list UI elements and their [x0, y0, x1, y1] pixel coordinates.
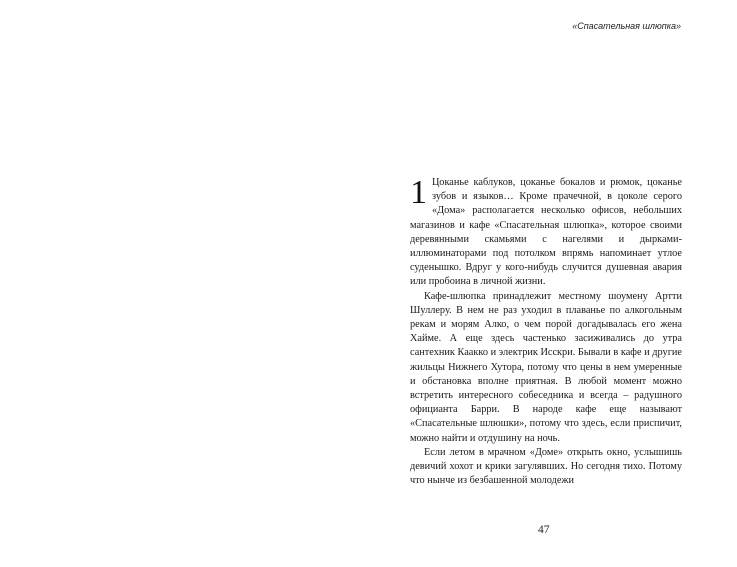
page-number: 47: [538, 524, 550, 536]
body-text: [410, 176, 682, 488]
running-head: «Спасательная шлюпка»: [572, 21, 681, 31]
paragraph-text: Цоканье каблуков, цоканье бокалов и рюмок, цоканье зубов и языков… Кроме прачечной, в цоколе серого «Дома» располагается несколько офисов, небольших магазинов и кафе «Спасательная шлюпка», которое своими деревянными скамьями с нагелями и дырками-иллюминаторами под потолком впрямь напоминает утлое суденышко. Вдруг у кого-нибудь случится душевная авария или пробоина в личной жизни.: [410, 177, 682, 288]
paragraph: [410, 176, 682, 290]
chapter-number: 1: [410, 174, 427, 211]
paragraph: Кафе-шлюпка принадлежит местному шоумену Артти Шуллеру. В нем не раз уходил в плаванье по алкогольным рекам и морям Алко, о чем порой догадывалась его жена Хайме. А еще здесь частенько засиживались до утра сантехник Каакко и электрик Исскри. Бывали в кафе и другие жильцы Нижнего Хутора, потому что цены в нем умеренные и обстановка вполне приятная. В любой момент можно встретить интересного собеседника и всегда – радушного официанта Барри. В народе кафе еще называют «Спасательные шлюшки», потому что здесь, если приспичит, можно найти и отдушину на ночь.: [410, 290, 682, 444]
paragraph: Если летом в мрачном «Доме» открыть окно, услышишь девичий хохот и крики загулявших. Но сегодня тихо. Потому что нынче из безбашенной молодежи: [410, 446, 682, 487]
